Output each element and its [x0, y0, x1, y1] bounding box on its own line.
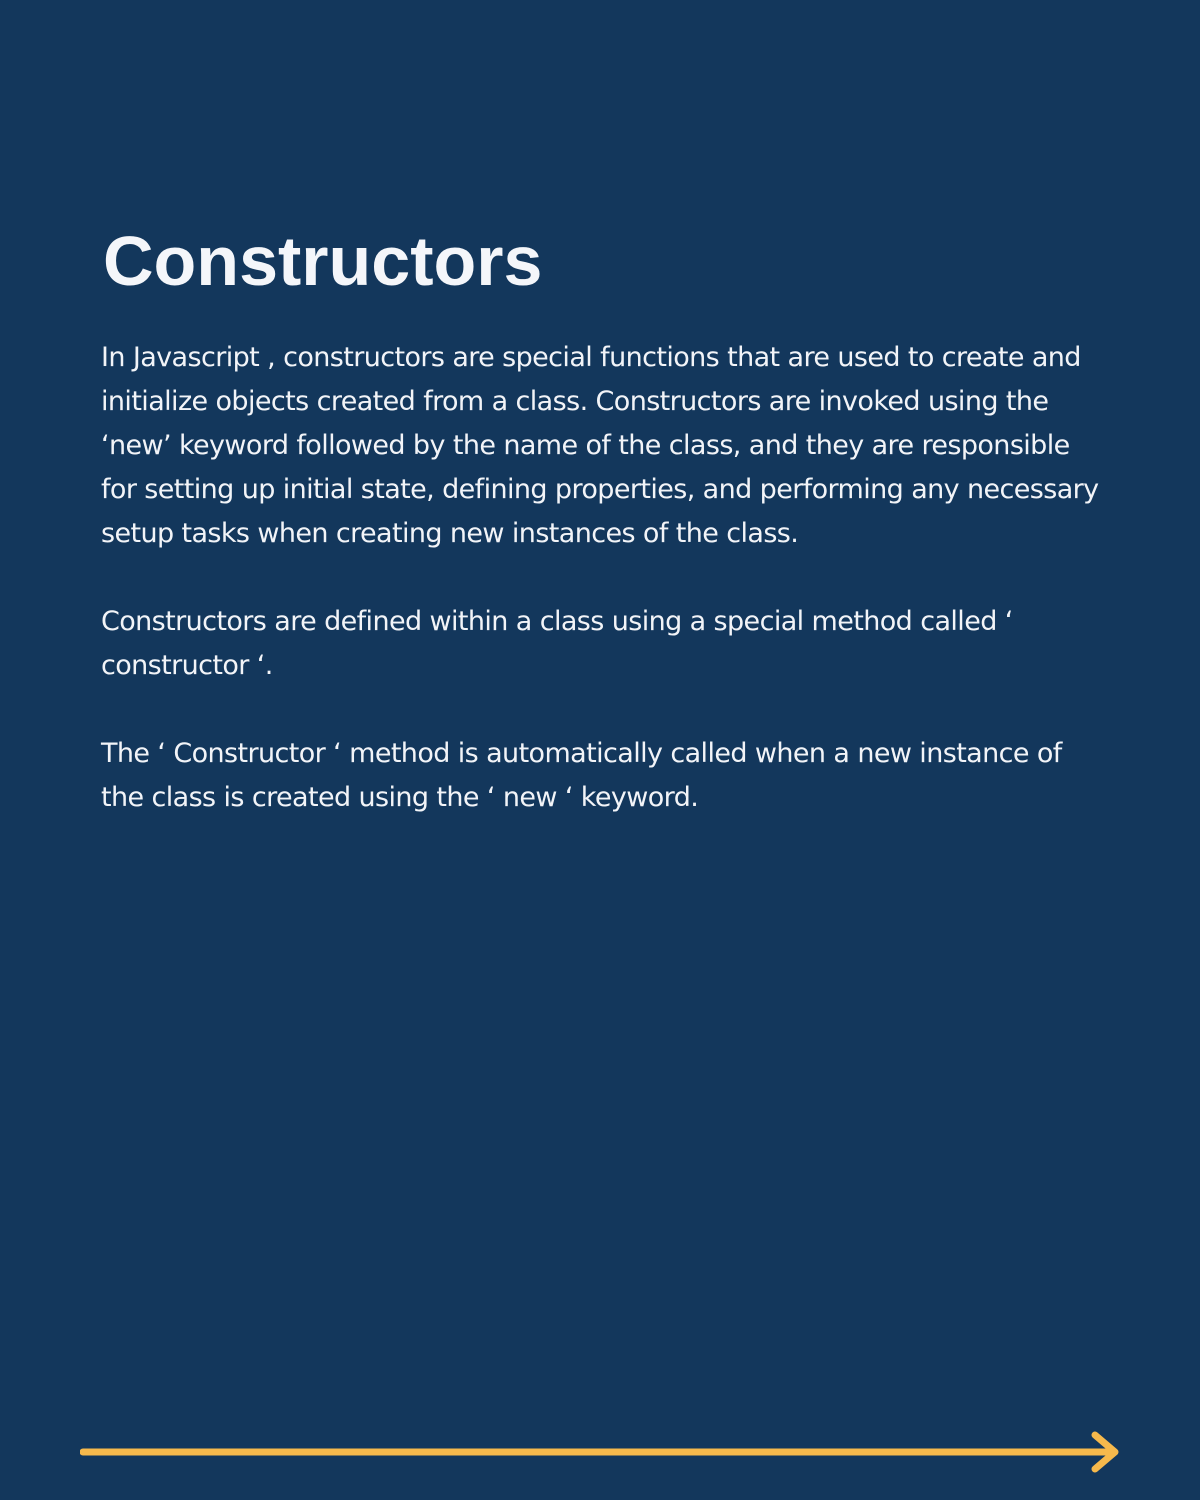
paragraph-intro: In Javascript , constructors are special functions that are used to create and initialize objects created from a class. Constructors are invoked using the ‘new’ keyword followed by the name of the class, and they are responsible for setting up initial state, defining properties, and performing any necessary setup tasks when creating new instances of the class. — [101, 342, 1099, 549]
page-title: Constructors — [103, 222, 543, 300]
body-text — [101, 336, 1111, 820]
paragraph-invocation: The ‘ Constructor ‘ method is automatically called when a new instance of the class is created using the ‘ new ‘ keyword. — [101, 738, 1062, 813]
arrow-right-icon[interactable] — [80, 1430, 1125, 1476]
paragraph-definition: Constructors are defined within a class using a special method called ‘ constructor ‘. — [101, 606, 1013, 681]
